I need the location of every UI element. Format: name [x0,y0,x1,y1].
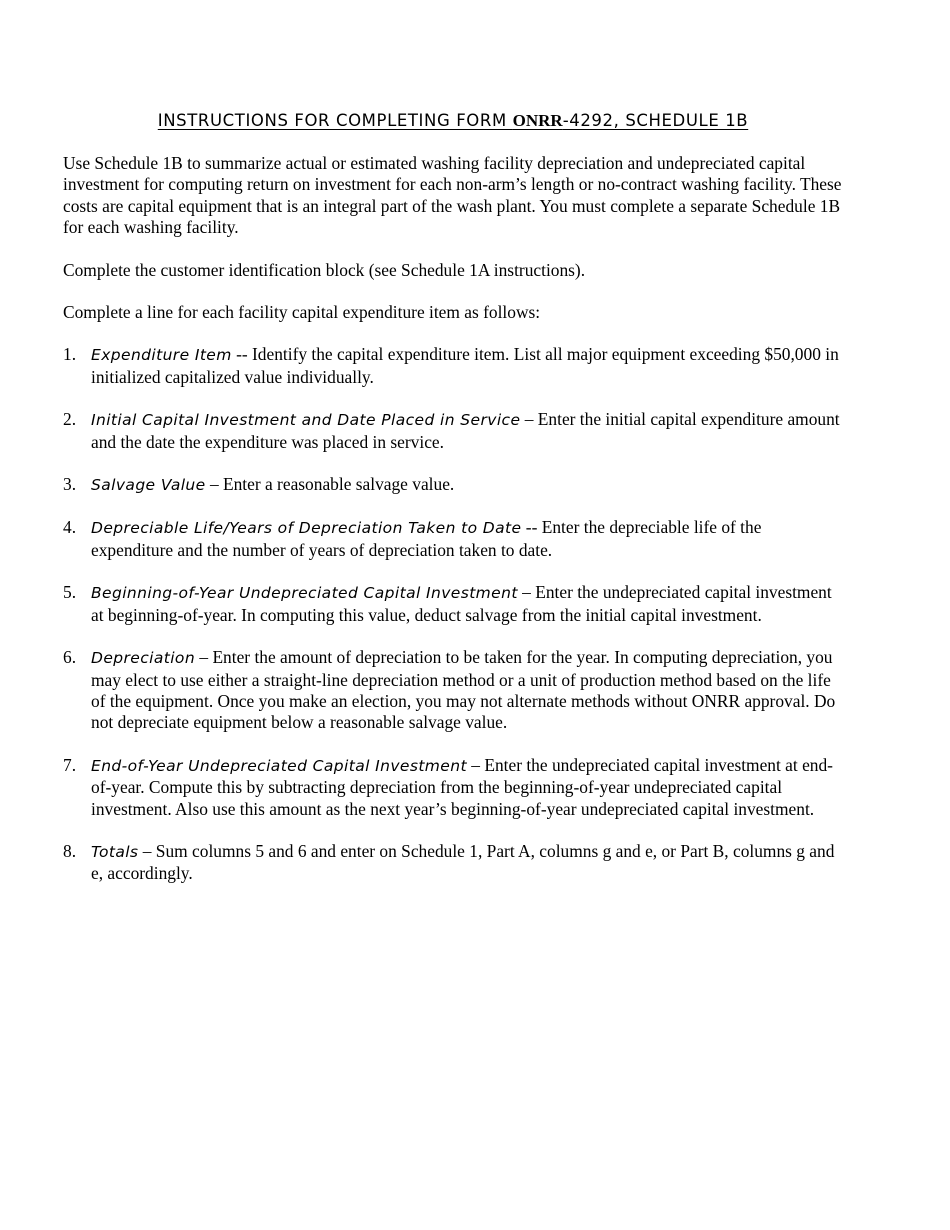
list-item [63,517,843,561]
line-intro-paragraph: Complete a line for each facility capital expenditure item as follows: [63,302,541,323]
item-text: – Enter the undepreciated capital investment at beginning-of-year. In computing this value, deduct salvage from the initial capital investment. [91,582,832,625]
item-term: Depreciation [91,649,196,668]
item-text: – Sum columns 5 and 6 and enter on Schedule 1, Part A, columns g and e, or Part B, columns g and e, accordingly. [91,840,835,884]
item-body [91,517,843,561]
item-text: -- Identify the capital expenditure item. List all major equipment exceeding $50,000 in initialized capitalized value individually. [91,344,839,387]
item-body [91,409,843,453]
item-body [91,474,843,496]
item-text: -- Enter the depreciable life of the expenditure and the number of years of depreciation taken to date. [91,517,762,560]
title-form-agency: ONRR [512,111,563,130]
list-item [63,755,843,820]
document-title [63,110,843,132]
item-number: 2. [63,409,77,430]
item-number: 5. [63,582,77,603]
item-number: 1. [63,344,77,365]
item-term: End-of-Year Undepreciated Capital Investment [91,756,467,775]
item-term: Beginning-of-Year Undepreciated Capital Investment [91,584,518,603]
list-item [63,409,843,453]
item-term: Depreciable Life/Years of Depreciation Taken to Date [91,519,522,538]
item-text: – Enter the initial capital expenditure amount and the date the expenditure was placed in service. [91,409,840,452]
item-body [91,841,843,885]
item-term: Salvage Value [91,476,206,495]
item-text: – Enter the amount of depreciation to be taken for the year. In computing depreciation, you may elect to use either a straight-line depreciation method or a unit of production method based on the life of the equipment. Once you make an election, you may not alternate methods without ONRR approval. Do not depreciate equipment below a reasonable salvage value. [91,647,836,733]
document-page [63,110,843,906]
title-suffix: -4292, SCHEDULE 1B [562,111,749,130]
customer-block-paragraph: Complete the customer identification block (see Schedule 1A instructions). [63,259,586,280]
item-number: 4. [63,517,77,538]
item-text: – Enter the undepreciated capital investment at end-of-year. Compute this by subtracting depreciation from the beginning-of-year undepreciated capital investment. Also use this amount as the next year’s beginning-of-year undepreciated capital investment. [91,754,833,819]
item-number: 6. [63,647,77,668]
item-body [91,344,843,388]
item-text: – Enter a reasonable salvage value. [205,474,455,495]
item-term: Expenditure Item [91,346,232,365]
item-number: 8. [63,840,77,861]
item-body [91,755,843,820]
item-term: Initial Capital Investment and Date Placed in Service [91,411,521,430]
list-item [63,841,843,885]
item-body [91,582,843,626]
instruction-list [63,344,843,884]
item-term: Totals [91,842,139,861]
item-number: 7. [63,754,77,775]
list-item [63,474,843,496]
item-body [91,647,843,734]
list-item [63,582,843,626]
list-item [63,647,843,734]
intro-paragraph: Use Schedule 1B to summarize actual or estimated washing facility depreciation and undepreciated capital investment for computing return on investment for each non-arm’s length or no-contract washing facility. These costs are capital equipment that is an integral part of the wash plant. You must complete a separate Schedule 1B for each washing facility. [63,153,842,238]
title-prefix: INSTRUCTIONS FOR COMPLETING FORM [157,111,513,130]
item-number: 3. [63,474,77,495]
list-item [63,344,843,388]
